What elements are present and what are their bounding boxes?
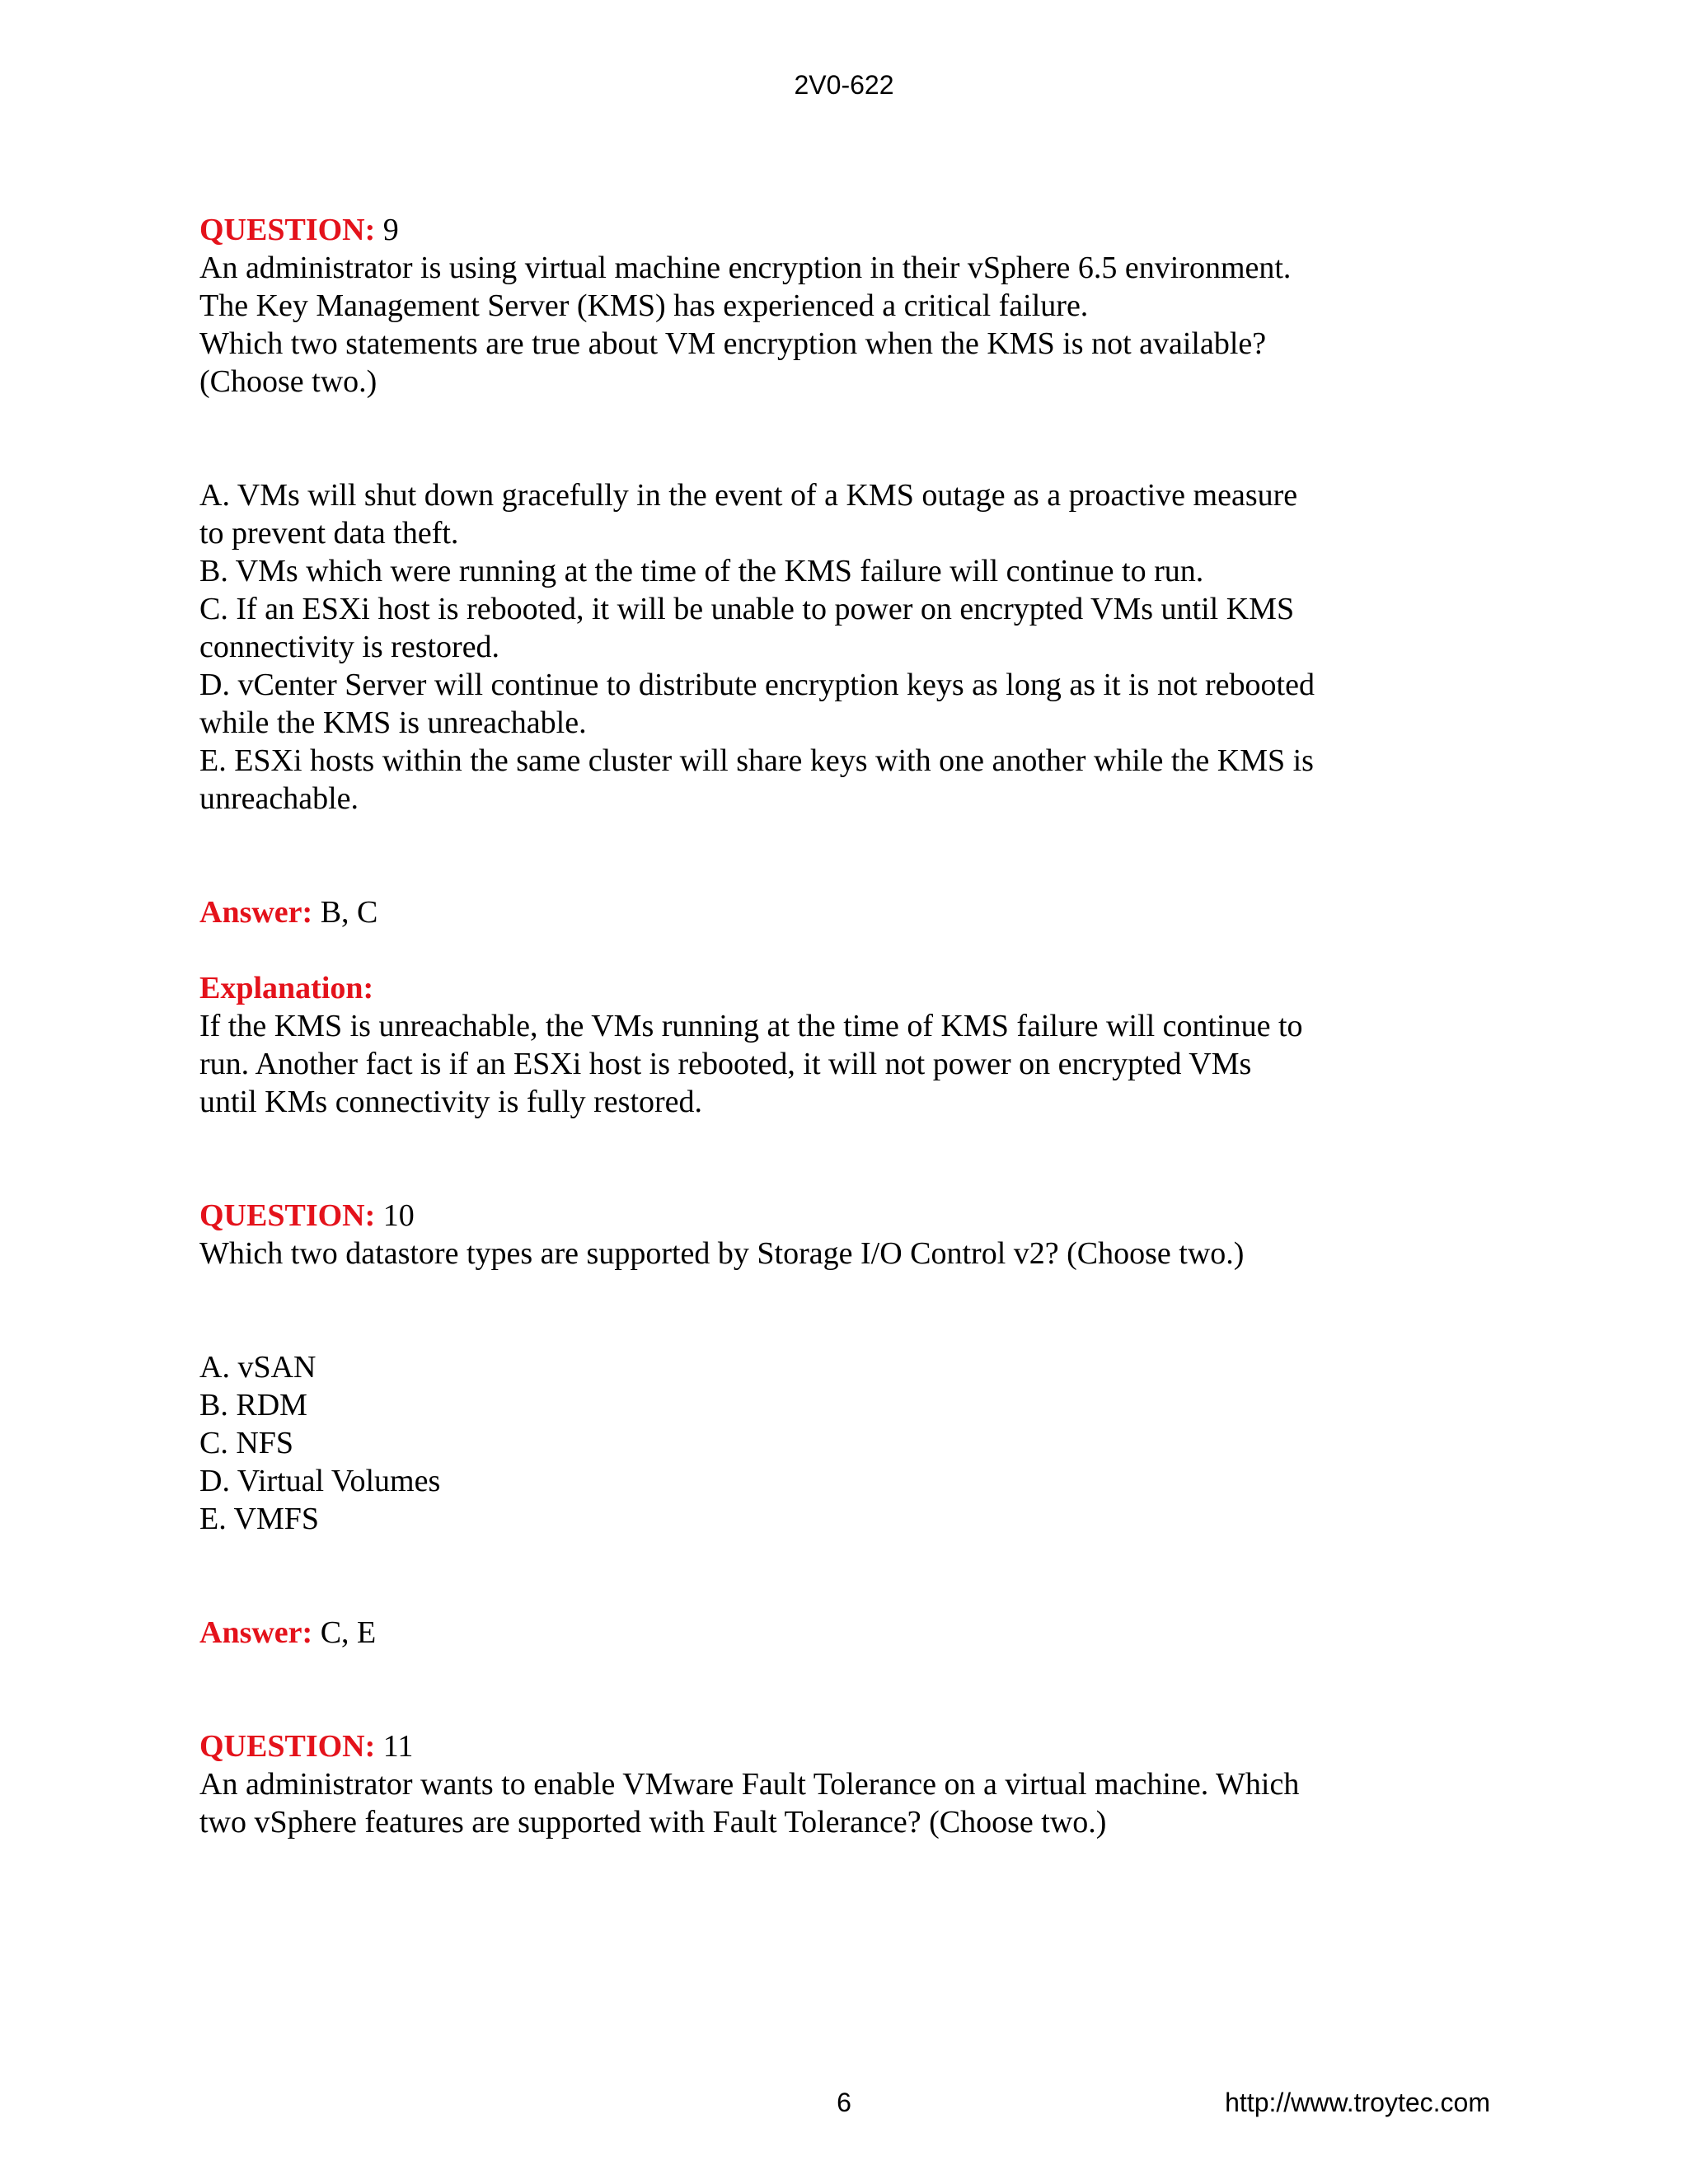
question-block-9 <box>199 211 1485 401</box>
answer-line <box>199 893 1485 931</box>
answer-value: B, C <box>312 895 378 930</box>
question-text-line: (Choose two.) <box>199 364 377 399</box>
options-block-10 <box>199 1348 1485 1538</box>
question-heading <box>199 211 1485 249</box>
answer-label: Answer: <box>199 1615 313 1650</box>
answer-label: Answer: <box>199 895 313 930</box>
option-line: B. RDM <box>199 1388 307 1422</box>
option-line: E. ESXi hosts within the same cluster will share keys with one another while the KMS is <box>199 743 1314 778</box>
question-text-line: An administrator is using virtual machine encryption in their vSphere 6.5 environment. <box>199 251 1292 285</box>
question-text-line: The Key Management Server (KMS) has experienced a critical failure. <box>199 288 1089 323</box>
explanation-line: run. Another fact is if an ESXi host is rebooted, it will not power on encrypted VMs <box>199 1047 1252 1081</box>
question-block-10 <box>199 1197 1485 1272</box>
explanation-label: Explanation: <box>199 971 374 1005</box>
options-block-9 <box>199 476 1485 818</box>
option-line: E. VMFS <box>199 1502 320 1536</box>
question-number: 11 <box>382 1729 414 1764</box>
question-label: QUESTION: <box>199 213 376 247</box>
option-line: while the KMS is unreachable. <box>199 705 587 740</box>
option-line: to prevent data theft. <box>199 516 459 551</box>
question-number: 10 <box>382 1198 415 1233</box>
option-line: C. NFS <box>199 1426 294 1460</box>
question-label: QUESTION: <box>199 1198 376 1233</box>
option-line: A. VMs will shut down gracefully in the event of a KMS outage as a proactive measure <box>199 478 1298 513</box>
explanation-line: until KMs connectivity is fully restored. <box>199 1085 703 1119</box>
question-text-line: Which two statements are true about VM encryption when the KMS is not available? <box>199 326 1267 361</box>
exam-code: 2V0-622 <box>794 70 894 100</box>
option-line: B. VMs which were running at the time of the KMS failure will continue to run. <box>199 554 1204 588</box>
question-text-line: An administrator wants to enable VMware Fault Tolerance on a virtual machine. Which <box>199 1767 1300 1802</box>
document-body <box>199 211 1485 1841</box>
explanation-line: If the KMS is unreachable, the VMs running at the time of KMS failure will continue to <box>199 1009 1303 1043</box>
option-line: unreachable. <box>199 781 359 816</box>
answer-value: C, E <box>312 1615 377 1650</box>
option-line: D. vCenter Server will continue to distribute encryption keys as long as it is not rebooted <box>199 668 1315 702</box>
question-text-line: Which two datastore types are supported by Storage I/O Control v2? (Choose two.) <box>199 1236 1245 1271</box>
question-block-11 <box>199 1727 1485 1841</box>
question-heading <box>199 1197 1485 1235</box>
option-line: connectivity is restored. <box>199 630 500 664</box>
question-heading <box>199 1727 1485 1765</box>
page-header <box>0 66 1688 104</box>
question-text-line: two vSphere features are supported with Fault Tolerance? (Choose two.) <box>199 1805 1107 1840</box>
question-number: 9 <box>382 213 399 247</box>
footer-url[interactable]: http://www.troytec.com <box>1225 2088 1490 2117</box>
option-line: D. Virtual Volumes <box>199 1464 441 1498</box>
option-line: C. If an ESXi host is rebooted, it will be unable to power on encrypted VMs until KMS <box>199 592 1295 626</box>
answer-line <box>199 1614 1485 1652</box>
option-line: A. vSAN <box>199 1350 316 1385</box>
question-label: QUESTION: <box>199 1729 376 1764</box>
page-number: 6 <box>837 2088 851 2117</box>
explanation-block-9 <box>199 969 1485 1121</box>
